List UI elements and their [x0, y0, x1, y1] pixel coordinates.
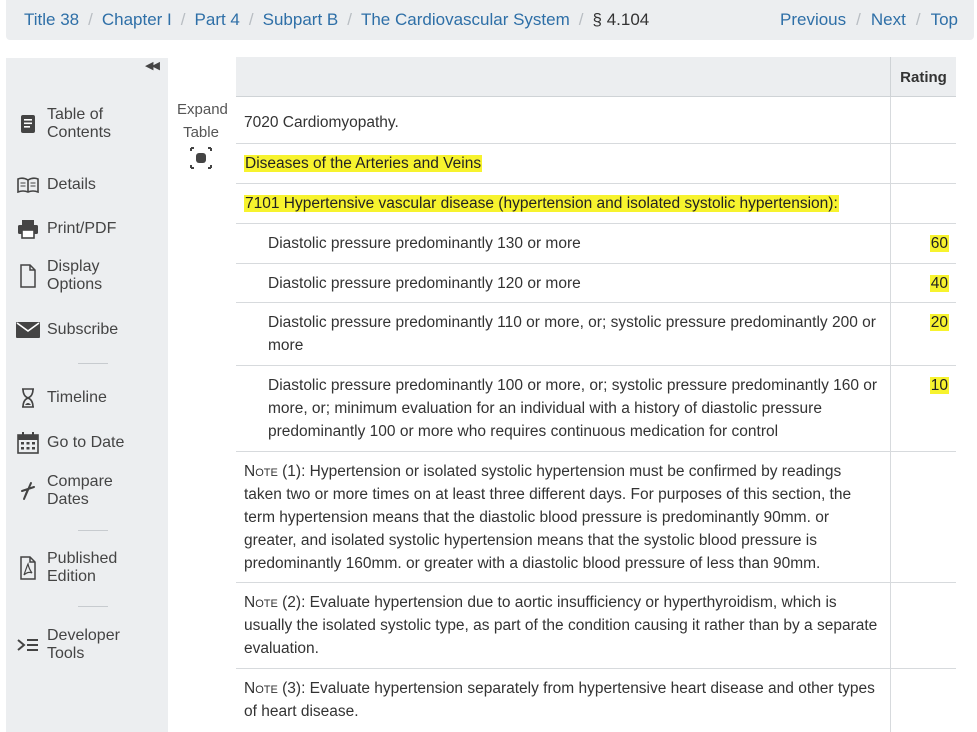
pager	[780, 10, 974, 30]
table-cell-rating	[891, 184, 956, 223]
breadcrumb-separator: /	[248, 10, 254, 29]
sidebar-item-compare-dates[interactable]	[16, 473, 166, 509]
note-text: (1): Hypertension or isolated systolic hypertension must be confirmed by readings taken two or more times on at least three different days. For purposes of this section, the term hypertension means that the diastolic blood pressure is predominantly 90mm. or greater, and isolated systolic hypertension means that the systolic blood pressure is predominantly 160mm. or greater with a diastolic blood pressure of less than 90mm.	[244, 463, 852, 572]
table-cell-rating	[891, 224, 956, 263]
developer-icon	[16, 633, 40, 657]
breadcrumb	[6, 10, 780, 30]
previous-link[interactable]: Previous	[780, 10, 847, 29]
table-row	[236, 264, 956, 303]
table-row	[236, 366, 956, 452]
table-cell-text: Diastolic pressure predominantly 100 or more, or; systolic pressure predominantly 160 or more, or; minimum evaluation for an individual with a history of diastolic pressure predominantly 100 or more who requires continuous medication for control	[236, 366, 891, 451]
note-label: Note	[244, 463, 278, 480]
breadcrumb-separator: /	[347, 10, 352, 29]
breadcrumb-separator: /	[180, 10, 186, 29]
sidebar-divider	[78, 363, 108, 364]
sidebar-item-table-of-contents[interactable]	[16, 106, 166, 142]
table-cell-rating	[891, 452, 956, 582]
sidebar-item-label: Go to Date	[47, 434, 125, 451]
expand-table-label: Expand Table	[177, 101, 228, 141]
table-cell-text	[236, 184, 891, 223]
table-note	[236, 669, 891, 732]
rating-value: 10	[930, 377, 948, 394]
printer-icon	[16, 217, 40, 241]
note-label: Note	[244, 594, 278, 611]
top-link[interactable]: Top	[930, 10, 958, 29]
table-row	[236, 303, 956, 366]
breadcrumb-separator: /	[88, 10, 93, 29]
note-text: (3): Evaluate hypertension separately from hypertensive heart disease and other types of heart disease.	[244, 680, 875, 720]
breadcrumb-current-section: § 4.104	[592, 10, 650, 29]
table-cell-text: Diastolic pressure predominantly 130 or more	[236, 224, 891, 263]
breadcrumb-part[interactable]: Part 4	[194, 10, 240, 29]
breadcrumb-subpart[interactable]: Subpart B	[262, 10, 339, 29]
note-label: Note	[244, 680, 278, 697]
table-row	[236, 97, 956, 144]
table-cell-rating	[891, 264, 956, 302]
note-text: (2): Evaluate hypertension due to aortic insufficiency or hyperthyroidism, which is usually the isolated systolic type, as part of the condition causing it rather than by a separate evaluation.	[244, 594, 878, 657]
table-note-row	[236, 452, 956, 583]
table-header-row	[236, 57, 956, 97]
table-cell-rating	[891, 144, 956, 183]
table-cell-rating	[891, 366, 956, 451]
table-note	[236, 583, 891, 668]
pdf-icon	[16, 556, 40, 580]
sidebar-item-label: Published Edition	[47, 550, 118, 585]
table-cell-rating	[891, 669, 956, 732]
collapse-sidebar-icon[interactable]: ◀◀	[145, 60, 158, 72]
envelope-icon	[16, 318, 40, 342]
sidebar-item-label: Table of Contents	[47, 106, 112, 141]
sidebar-item-label: Timeline	[47, 389, 107, 406]
calendar-icon	[16, 431, 40, 455]
table-note-row	[236, 583, 956, 669]
table-cell-rating	[891, 583, 956, 668]
sidebar-item-published-edition[interactable]	[16, 550, 166, 586]
sidebar-divider	[78, 606, 108, 607]
breadcrumb-subject-group[interactable]: The Cardiovascular System	[360, 10, 570, 29]
sidebar-item-label: Display Options	[47, 258, 103, 293]
rating-value: 60	[930, 235, 948, 252]
table-header-rating: Rating	[900, 69, 947, 86]
next-link[interactable]: Next	[870, 10, 906, 29]
table-row	[236, 144, 956, 184]
sidebar-item-display-options[interactable]	[16, 258, 166, 294]
expand-table-button[interactable]	[170, 98, 232, 169]
table-cell-rating	[891, 97, 956, 143]
document-icon	[16, 264, 40, 288]
book-icon	[16, 112, 40, 136]
hourglass-icon	[16, 386, 40, 410]
sidebar-item-go-to-date[interactable]	[16, 431, 166, 455]
pager-separator: /	[915, 10, 921, 29]
highlight: Diseases of the Arteries and Veins	[245, 155, 482, 172]
rating-value: 40	[930, 275, 948, 292]
rating-table	[236, 57, 956, 732]
table-cell-text: 7020 Cardiomyopathy.	[236, 97, 891, 143]
table-row	[236, 184, 956, 224]
breadcrumb-chapter[interactable]: Chapter I	[101, 10, 172, 29]
pager-separator: /	[856, 10, 861, 29]
table-cell-rating	[891, 303, 956, 365]
sidebar-item-subscribe[interactable]	[16, 318, 166, 342]
table-note	[236, 452, 891, 582]
table-cell-text	[236, 144, 891, 183]
breadcrumb-separator: /	[578, 10, 584, 29]
compare-icon	[16, 479, 40, 503]
sidebar-item-details[interactable]	[16, 173, 166, 197]
sidebar-divider	[78, 530, 108, 531]
sidebar-item-label: Subscribe	[47, 321, 119, 338]
sidebar-item-label: Developer Tools	[47, 627, 120, 662]
table-cell-text: Diastolic pressure predominantly 110 or more, or; systolic pressure predominantly 200 or more	[236, 303, 891, 365]
sidebar-item-label: Compare Dates	[47, 473, 113, 508]
sidebar-item-timeline[interactable]	[16, 386, 166, 410]
table-row	[236, 224, 956, 264]
highlight: 7101 Hypertensive vascular disease (hypertension and isolated systolic hypertension):	[245, 195, 838, 212]
expand-icon	[190, 147, 212, 169]
table-cell-text: Diastolic pressure predominantly 120 or more	[236, 264, 891, 302]
faded-text	[245, 40, 945, 50]
open-book-icon	[16, 173, 40, 197]
sidebar-item-label: Details	[47, 176, 96, 193]
table-header-blank	[236, 57, 891, 96]
breadcrumb-title[interactable]: Title 38	[24, 10, 80, 29]
breadcrumb-bar	[6, 0, 974, 40]
sidebar-item-print-pdf[interactable]	[16, 217, 166, 241]
sidebar-item-label: Print/PDF	[47, 220, 117, 237]
table-note-row	[236, 669, 956, 732]
sidebar	[6, 58, 168, 732]
sidebar-item-developer-tools[interactable]	[16, 627, 166, 663]
rating-value: 20	[930, 314, 948, 331]
